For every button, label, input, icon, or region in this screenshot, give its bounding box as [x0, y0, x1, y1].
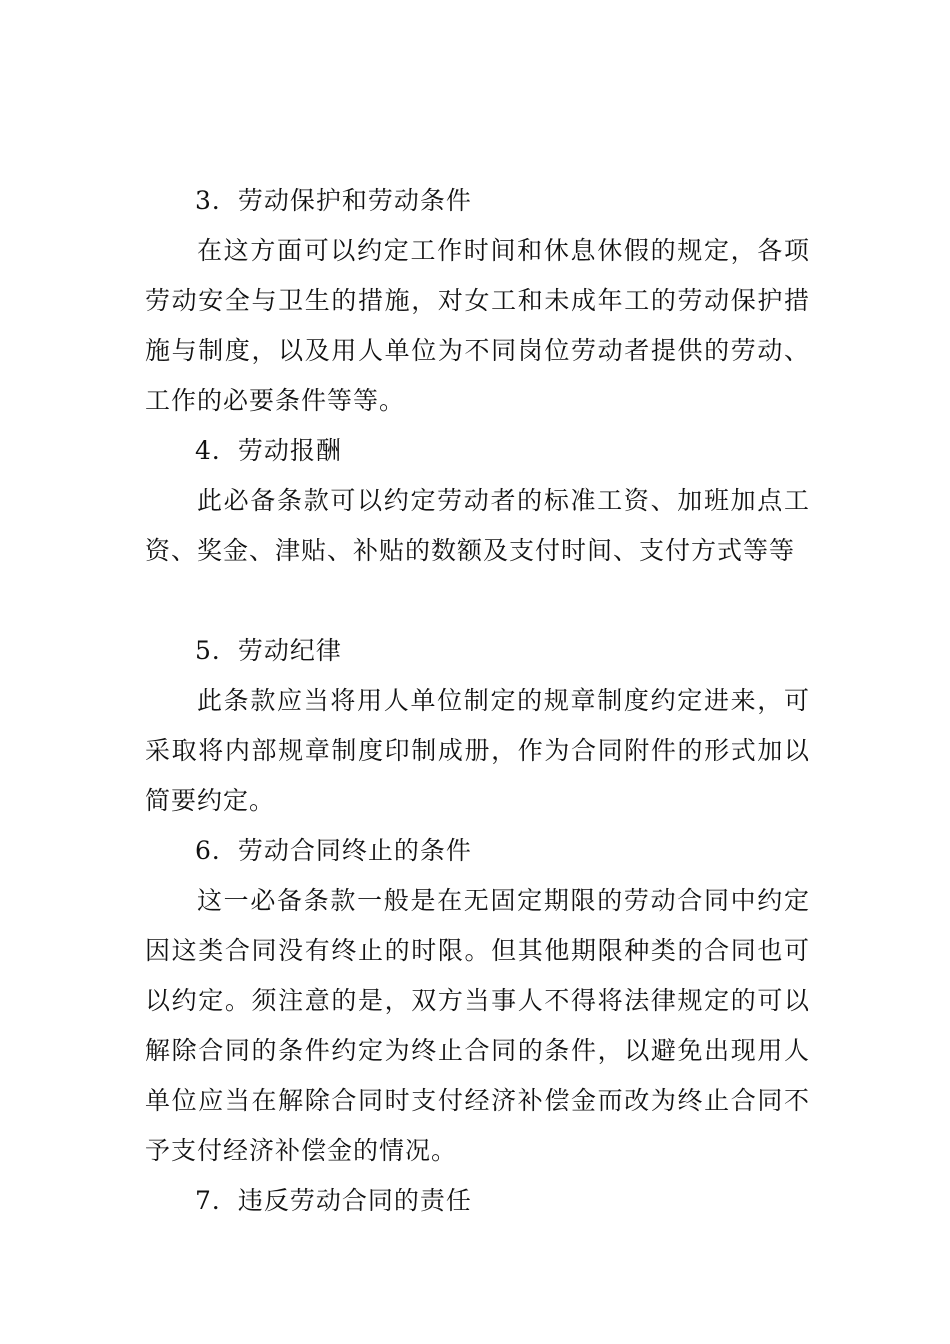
document-page [145, 176, 810, 1226]
section-heading-6: 6．劳动合同终止的条件 [195, 836, 472, 865]
section-heading-3: 3．劳动保护和劳动条件 [195, 186, 472, 215]
section-body-4: 此必备条款可以约定劳动者的标准工资、加班加点工资、奖金、津贴、补贴的数额及支付时间、支付方式等等 [145, 486, 810, 565]
section-heading-5: 5．劳动纪律 [195, 636, 342, 665]
section-body-3: 在这方面可以约定工作时间和休息休假的规定，各项劳动安全与卫生的措施，对女工和未成年工的劳动保护措施与制度，以及用人单位为不同岗位劳动者提供的劳动、工作的必要条件等等。 [145, 236, 810, 415]
section-body-6: 这一必备条款一般是在无固定期限的劳动合同中约定因这类合同没有终止的时限。但其他期限种类的合同也可以约定。须注意的是，双方当事人不得将法律规定的可以解除合同的条件约定为终止合同的条件，以避免出现用人单位应当在解除合同时支付经济补偿金而改为终止合同不予支付经济补偿金的情况。 [145, 886, 810, 1165]
section-body-5: 此条款应当将用人单位制定的规章制度约定进来，可采取将内部规章制度印制成册，作为合同附件的形式加以简要约定。 [145, 686, 810, 815]
section-heading-4: 4．劳动报酬 [195, 436, 342, 465]
section-heading-7: 7．违反劳动合同的责任 [195, 1186, 472, 1215]
